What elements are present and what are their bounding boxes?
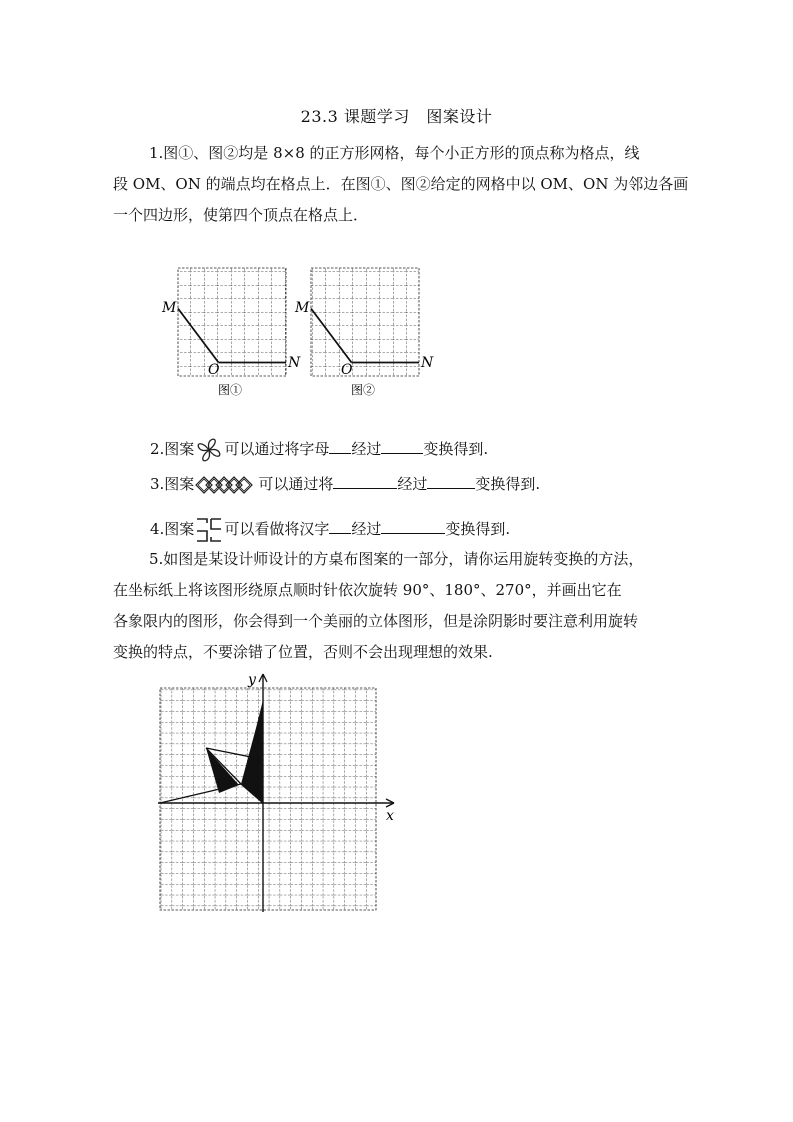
question-5-text	[113, 544, 693, 668]
question-5-line-1: 5.如图是某设计师设计的方桌布图案的一部分，请你运用旋转变换的方法，	[149, 550, 644, 568]
question-3: 3.图案 可以通过将 经过 变换得到.	[150, 472, 540, 496]
q3-blank-2[interactable]	[427, 472, 475, 489]
figure-1-grid	[161, 268, 301, 397]
y-axis-label: y	[248, 672, 256, 688]
question-5-line-3: 各象限内的图形，你会得到一个美丽的立体图形，但是涂阴影时要注意利用旋转	[113, 612, 639, 630]
pattern-diamond-chain-icon	[194, 475, 258, 495]
figure-2-grid	[294, 268, 434, 397]
figure-2-label-o: O	[341, 362, 353, 378]
x-axis-label: x	[386, 808, 394, 824]
question-1-line-3: 一个四边形，使第四个顶点在格点上．	[113, 206, 369, 224]
question-1-line-2: 段 OM、ON 的端点均在格点上．在图①、图②给定的网格中以 OM、ON 为邻边各画	[113, 175, 689, 193]
pattern-character-shape-icon	[194, 515, 224, 545]
figure-2-label-n: N	[421, 355, 434, 371]
figure-1-label-n: N	[288, 355, 301, 371]
q4-blank-2[interactable]	[381, 517, 445, 534]
question-5-coordinate-figure	[150, 668, 410, 918]
question-4: 4.图案 可以看做将汉字 经过 变换得到.	[150, 515, 510, 539]
pattern-s-shape-icon	[194, 435, 224, 465]
figure-1-label-m: M	[162, 300, 177, 316]
coordinate-grid	[160, 688, 376, 910]
question-1-line-1: 1.图①、图②均是 8×8 的正方形网格，每个小正方形的顶点称为格点，线	[149, 144, 640, 162]
figure-1-caption: 图①	[217, 383, 243, 397]
q4-blank-1[interactable]	[329, 517, 351, 534]
question-2: 2.图案 可以通过将字母 经过 变换得到.	[150, 435, 488, 459]
q3-blank-1[interactable]	[333, 472, 397, 489]
figure-2-label-m: M	[295, 300, 310, 316]
q2-blank-1[interactable]	[329, 437, 351, 454]
question-5-line-4: 变换的特点，不要涂错了位置，否则不会出现理想的效果.	[113, 643, 493, 661]
question-1-figures	[150, 258, 450, 403]
page-title: 23.3 课题学习 图案设计	[300, 107, 493, 126]
q2-blank-2[interactable]	[381, 437, 423, 454]
figure-2-caption: 图②	[350, 383, 376, 397]
question-5-line-2: 在坐标纸上将该图形绕原点顺时针依次旋转 90°、180°、270°，并画出它在	[113, 581, 622, 599]
question-1-text	[113, 138, 693, 231]
figure-1-label-o: O	[208, 362, 220, 378]
